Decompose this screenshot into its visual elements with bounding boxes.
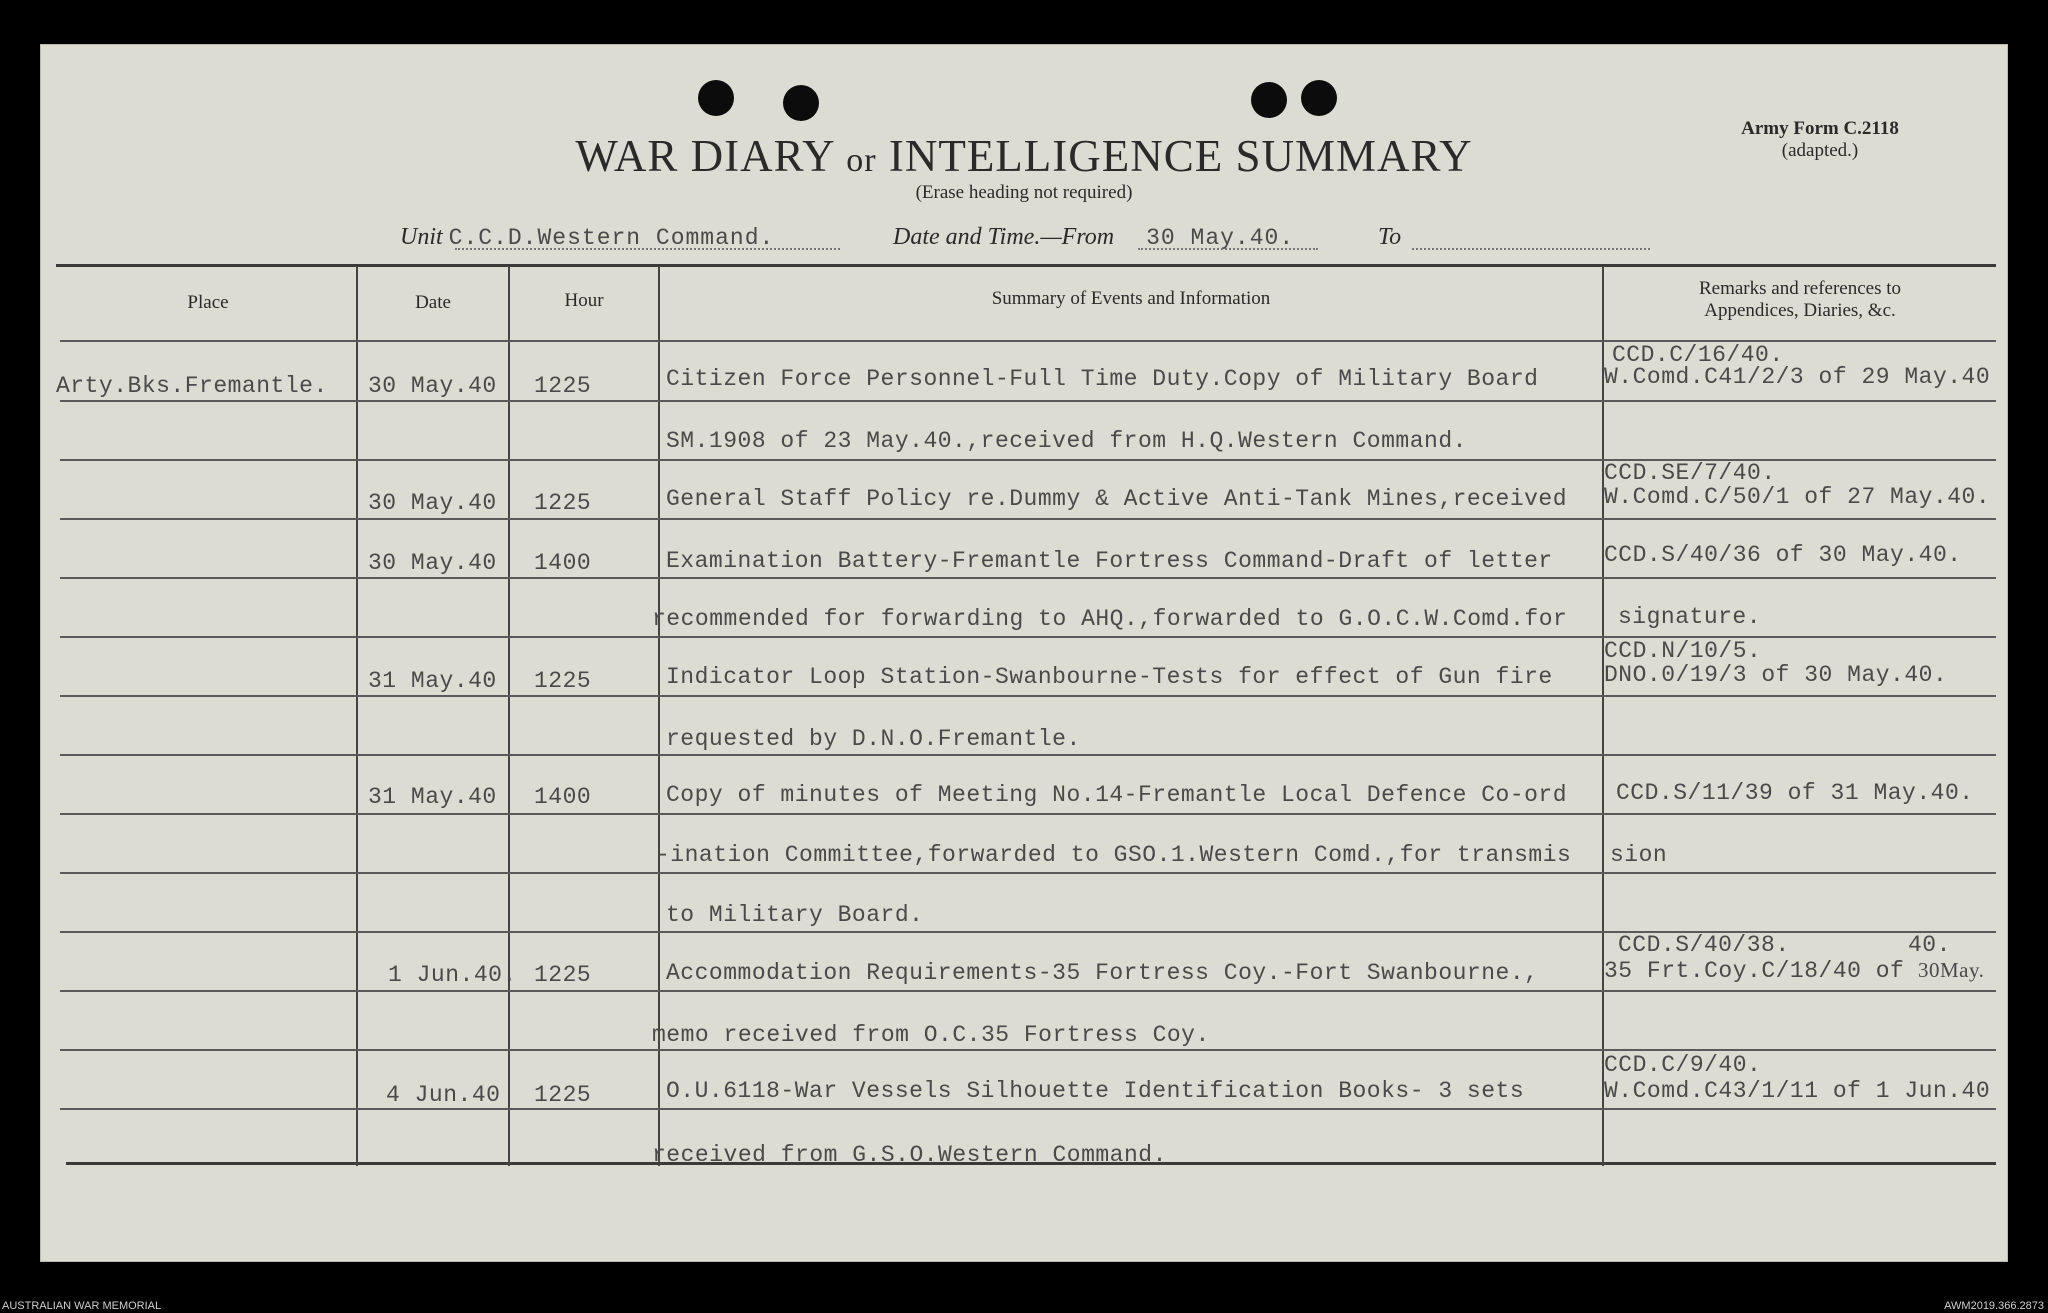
punch-hole <box>1251 82 1287 118</box>
cell-remarks: DNO.0/19/3 of 30 May.40. <box>1604 662 1948 688</box>
title-left: WAR DIARY <box>575 131 835 181</box>
to-dotted-line <box>1412 248 1650 250</box>
date-from-field <box>893 224 1294 251</box>
punch-hole <box>698 80 734 116</box>
unit-dotted-line <box>455 248 840 250</box>
unit-label: Unit <box>400 224 443 250</box>
cell-hour: 1225 <box>534 668 592 694</box>
cell-summary: O.U.6118-War Vessels Silhouette Identification Books- 3 sets <box>666 1078 1525 1104</box>
cell-hour: 1225 <box>534 1082 592 1108</box>
cell-remarks: W.Comd.C43/1/11 of 1 Jun.40 <box>1604 1078 1991 1104</box>
form-reference <box>1700 118 1940 162</box>
form-note: (adapted.) <box>1781 140 1859 161</box>
cell-remarks: CCD.C/16/40. <box>1612 342 1784 368</box>
cell-summary: recommended for forwarding to AHQ.,forwarded to G.O.C.W.Comd.for <box>652 606 1568 632</box>
cell-remarks: 35 Frt.Coy.C/18/40 of <box>1604 958 1905 984</box>
cell-remarks: CCD.C/9/40. <box>1604 1052 1762 1078</box>
footer-reference: AWM2019.366.2873 <box>1944 1300 2044 1312</box>
subtitle: (Erase heading not required) <box>915 182 1133 203</box>
punch-hole <box>1301 80 1337 116</box>
row-rule <box>60 813 1996 815</box>
row-rule <box>60 1108 1996 1110</box>
cell-hour: 1225 <box>534 962 592 988</box>
row-rule <box>60 400 1996 402</box>
header-remarks <box>1604 278 1996 322</box>
cell-remarks: signature. <box>1618 604 1762 630</box>
cell-summary: General Staff Policy re.Dummy & Active Anti-Tank Mines,received <box>666 486 1568 512</box>
cell-summary: Indicator Loop Station-Swanbourne-Tests for effect of Gun fire <box>666 664 1553 690</box>
header-place: Place <box>187 292 229 313</box>
header-remarks-line1: Remarks and references to <box>1698 278 1902 299</box>
cell-date: 4 Jun.40 <box>386 1082 501 1108</box>
table-top-rule <box>56 264 1996 267</box>
date-from-value: 30 May.40. <box>1146 225 1295 251</box>
row-rule <box>60 577 1996 579</box>
cell-remarks: sion <box>1610 842 1668 868</box>
title-right: INTELLIGENCE SUMMARY <box>888 131 1473 181</box>
cell-remarks: CCD.N/10/5. <box>1604 638 1762 664</box>
cell-date: 30 May.40 <box>368 490 497 516</box>
cell-remarks: CCD.S/11/39 of 31 May.40. <box>1616 780 1974 806</box>
cell-remarks: CCD.S/40/38. <box>1618 932 1790 958</box>
date-dotted-line <box>1138 248 1318 250</box>
cell-summary: Citizen Force Personnel-Full Time Duty.Copy of Military Board <box>666 366 1539 392</box>
cell-remarks: CCD.S/40/36 of 30 May.40. <box>1604 542 1962 568</box>
cell-hour: 1225 <box>534 490 592 516</box>
cell-date: 31 May.40 <box>368 784 497 810</box>
unit-value: C.C.D.Western Command. <box>448 225 775 251</box>
punch-hole <box>783 85 819 121</box>
row-rule <box>60 990 1996 992</box>
form-number: Army Form C.2118 <box>1741 118 1899 139</box>
cell-remarks: W.Comd.C41/2/3 of 29 May.40 <box>1604 364 1991 390</box>
cell-summary: requested by D.N.O.Fremantle. <box>666 726 1081 752</box>
to-field <box>1378 224 1401 251</box>
cell-date: 30 May.40 <box>368 550 497 576</box>
footer-source: AUSTRALIAN WAR MEMORIAL <box>2 1300 162 1312</box>
cell-summary: Copy of minutes of Meeting No.14-Fremantle Local Defence Co-ord <box>666 782 1568 808</box>
cell-hour: 1400 <box>534 784 592 810</box>
row-rule <box>60 695 1996 697</box>
cell-date: 30 May.40 <box>368 373 497 399</box>
header-summary: Summary of Events and Information <box>991 288 1271 309</box>
header-hour: Hour <box>564 290 604 311</box>
date-label: Date and Time.—From <box>893 224 1115 250</box>
row-rule <box>60 518 1996 520</box>
cell-hour: 1225 <box>534 373 592 399</box>
cell-remarks: W.Comd.C/50/1 of 27 May.40. <box>1604 484 1991 510</box>
header-remarks-line2: Appendices, Diaries, &c. <box>1704 300 1896 321</box>
cell-summary: Examination Battery-Fremantle Fortress Command-Draft of letter <box>666 548 1553 574</box>
cell-remarks: CCD.SE/7/40. <box>1604 460 1776 486</box>
cell-remarks: 30May. <box>1918 958 1985 982</box>
cell-summary: to Military Board. <box>666 902 924 928</box>
row-rule <box>60 872 1996 874</box>
header-date: Date <box>415 292 451 313</box>
cell-summary: -ination Committee,forwarded to GSO.1.Western Comd.,for transmis <box>656 842 1572 868</box>
cell-hour: 1400 <box>534 550 592 576</box>
title-or: or <box>846 142 877 179</box>
unit-field <box>400 224 774 251</box>
cell-place: Arty.Bks.Fremantle. <box>56 373 328 399</box>
to-label: To <box>1378 224 1402 250</box>
cell-summary: SM.1908 of 23 May.40.,received from H.Q.Western Command. <box>666 428 1467 454</box>
cell-summary: Accommodation Requirements-35 Fortress Coy.-Fort Swanbourne., <box>666 960 1539 986</box>
cell-date: 1 Jun.40. <box>388 962 517 988</box>
row-rule <box>60 754 1996 756</box>
cell-summary: received from G.S.O.Western Command. <box>652 1142 1167 1168</box>
cell-remarks: 40. <box>1908 932 1951 958</box>
cell-date: 31 May.40 <box>368 668 497 694</box>
row-rule <box>60 1049 1996 1051</box>
cell-summary: memo received from O.C.35 Fortress Coy. <box>652 1022 1210 1048</box>
